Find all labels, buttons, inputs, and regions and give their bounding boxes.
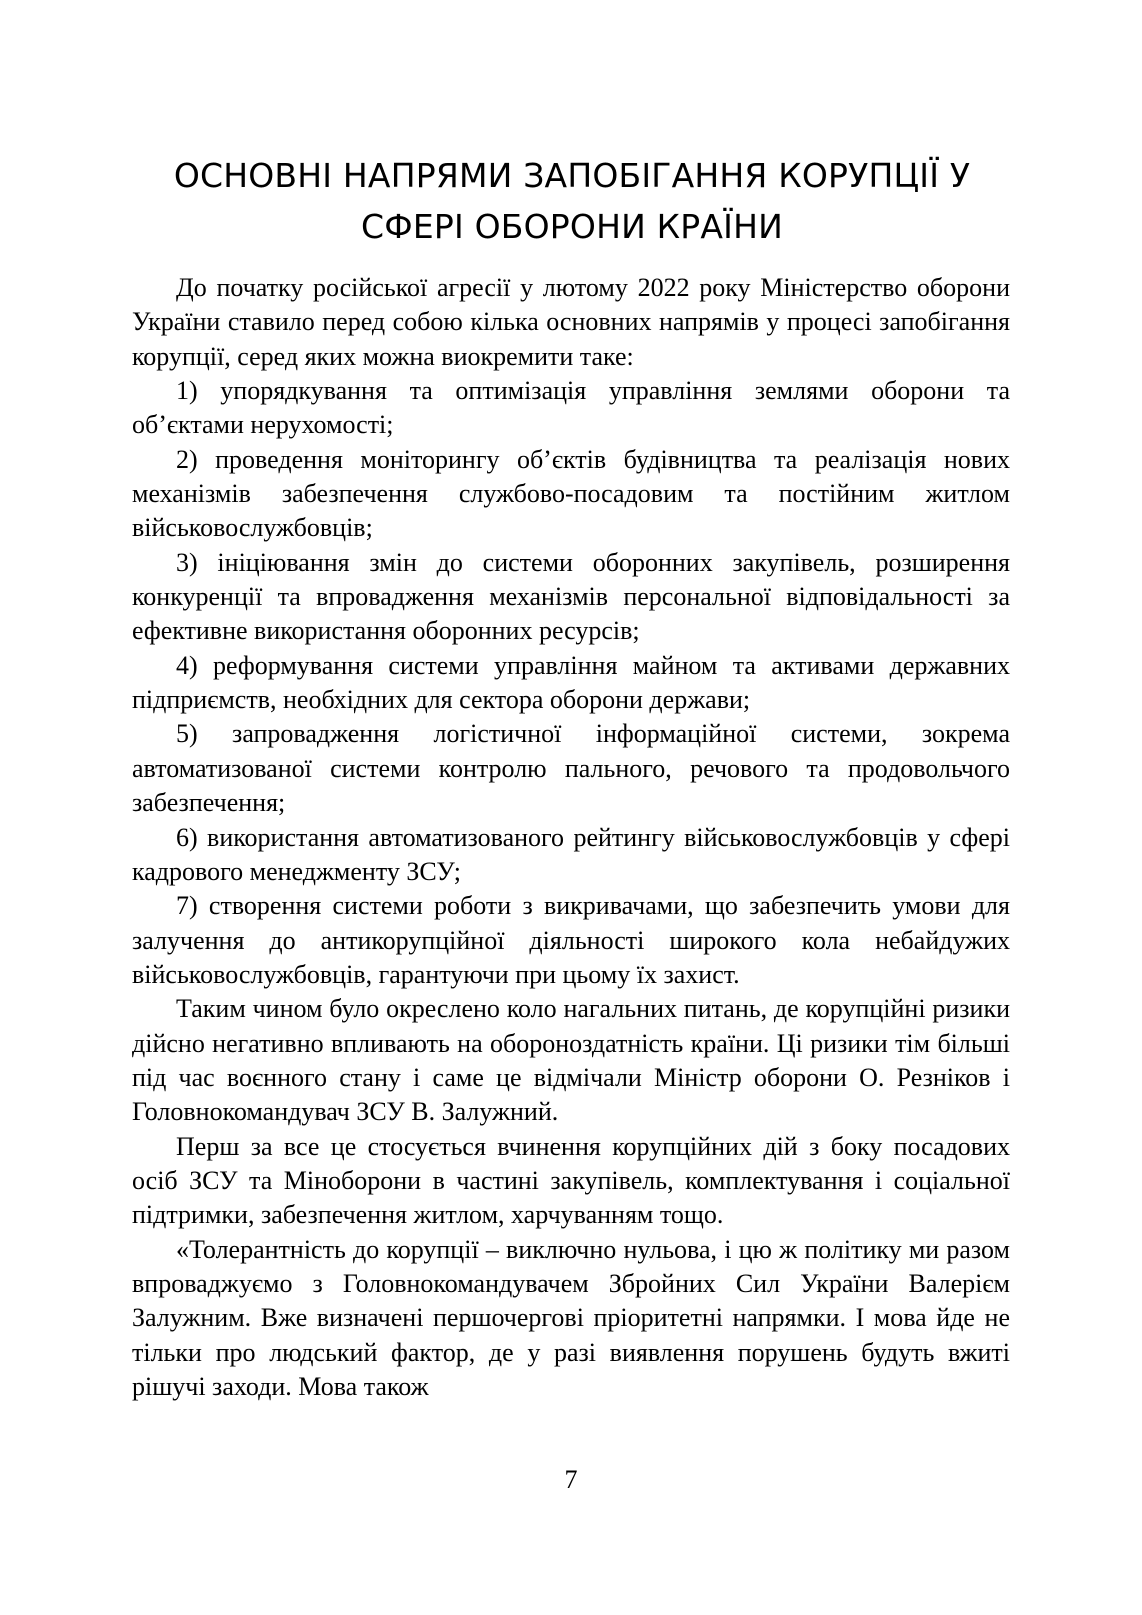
page-title: ОСНОВНІ НАПРЯМИ ЗАПОБІГАННЯ КОРУПЦІЇ У СФЕРІ ОБОРОНИ КРАЇНИ (173, 156, 971, 246)
list-item: 2) проведення моніторингу об’єктів будівництва та реалізація нових механізмів забезпечення службово-посадовим та постійним житлом військовослужбовців; (132, 444, 1010, 543)
body-text (132, 271, 1010, 1404)
body-paragraph: Таким чином було окреслено коло нагальних питань, де корупційні ризики дійсно негативно впливають на обороноздатність країни. Ці ризики тім більші під час воєнного стану і саме це відмічали Міністр оборони О. Резніков і Головнокомандувач ЗСУ В. Залужний. (132, 994, 1010, 1127)
list-item: 6) використання автоматизованого рейтингу військовослужбовців у сфері кадрового менеджменту ЗСУ; (132, 822, 1010, 886)
intro-paragraph: До початку російської агресії у лютому 2022 року Міністерство оборони України ставило перед собою кілька основних напрямів у процесі запобігання корупції, серед яких можна виокремити таке: (132, 273, 1010, 371)
list-item: 7) створення системи роботи з викривачами, що забезпечить умови для залучення до антикорупційної діяльності широкого кола небайдужих військовослужбовців, гарантуючи при цьому їх захист. (132, 891, 1010, 989)
list-item: 5) запровадження логістичної інформаційної системи, зокрема автоматизованої системи контролю пального, речового та продовольчого забезпечення; (132, 719, 1010, 818)
list-item: 3) ініціювання змін до системи оборонних закупівель, розширення конкуренції та впровадження механізмів персональної відповідальності за ефективне використання оборонних ресурсів; (132, 547, 1010, 646)
quote-paragraph: «Толерантність до корупції – виключно нульова, і цю ж політику ми разом впроваджуємо з Головнокомандувачем Збройних Сил України Валерієм Залужним. Вже визначені першочергові пріоритетні напрямки. І мова йде не тільки про людський фактор, де у разі виявлення порушень будуть вжиті рішучі заходи. Мова також (132, 1234, 1010, 1401)
list-item: 1) упорядкування та оптимізація управління землями оборони та об’єктами нерухомості; (132, 376, 1010, 440)
page-number: 7 (564, 1465, 578, 1494)
list-item: 4) реформування системи управління майном та активами державних підприємств, необхідних для сектора оборони держави; (132, 650, 1010, 715)
body-paragraph: Перш за все це стосується вчинення корупційних дій з боку посадових осіб ЗСУ та Міноборони в частині закупівель, комплектування і соціальної підтримки, забезпечення житлом, харчуванням тощо. (132, 1131, 1010, 1230)
